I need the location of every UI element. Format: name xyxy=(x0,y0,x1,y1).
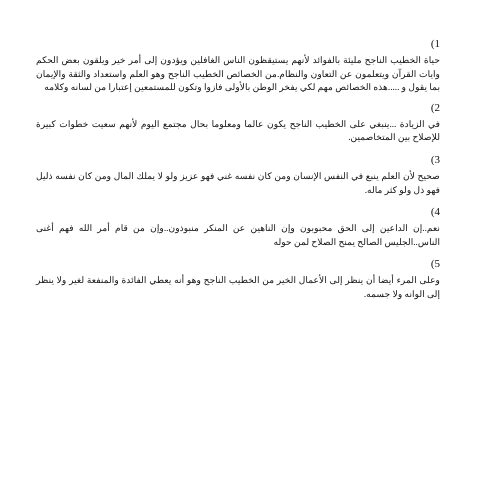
document-page xyxy=(36,38,440,302)
answer-text: في الزيادة ...ينبغي على الخطيب الناجح يكون عالما ومعلوما بحال مجتمع اليوم لأنهم سعيت خطوات كبيرة للإصلاح بين المتخاصمين. xyxy=(36,118,440,143)
answer-text: وعلى المرء أيضا أن ينظر إلى الأعمال الخير من الخطيب الناجح وهو أنه يعطي الفائدة والمنفعة لغير ولا ينظر إلى الوانه ولا جسمه. xyxy=(36,275,440,299)
answer-section-1 xyxy=(36,38,440,95)
answer-number: 3) xyxy=(430,153,440,166)
answer-text: صحيح لأن العلم ينبع في النفس الإنسان ومن كان نفسه غني فهو عزيز ولو لا يملك المال ومن كان نفسه ذليل فهو ذل ولو كثر ماله. xyxy=(36,170,440,195)
answer-number: 2) xyxy=(430,101,440,114)
answer-number: 4) xyxy=(430,206,440,219)
answer-text: نعم..إن الداعين إلى الحق محبوبون وإن الناهين عن المنكر منبوذون..وإن من قام أمر الله فهم أغنى الناس..الجليس الصالح يمنح الصلاح لمن حوله xyxy=(36,223,440,247)
answer-section-4 xyxy=(36,206,440,249)
answer-section-5 xyxy=(36,258,440,301)
answer-section-3 xyxy=(36,154,440,197)
answer-number: 5) xyxy=(430,258,440,271)
answer-text: حياة الخطيب الناجح مليئة بالفوائد لأنهم يستيقظون الناس الغافلين ويؤدون إلى أمر خير ويلقون بعض الحكم وايات القرآن ويتعلمون عن التعاون والنظام.من الخصائص الخطيب الناجح وهو العلم واستعداد والثقة والإيمان بما يقول و .....هذه الخصائص مهم لكي يفخر الوطن بالأولى فازوا وتكون للمستمعين إعتبارا من لسانه وكلامه xyxy=(36,55,440,93)
answer-section-2 xyxy=(36,102,440,145)
answer-number: 1) xyxy=(430,38,440,50)
